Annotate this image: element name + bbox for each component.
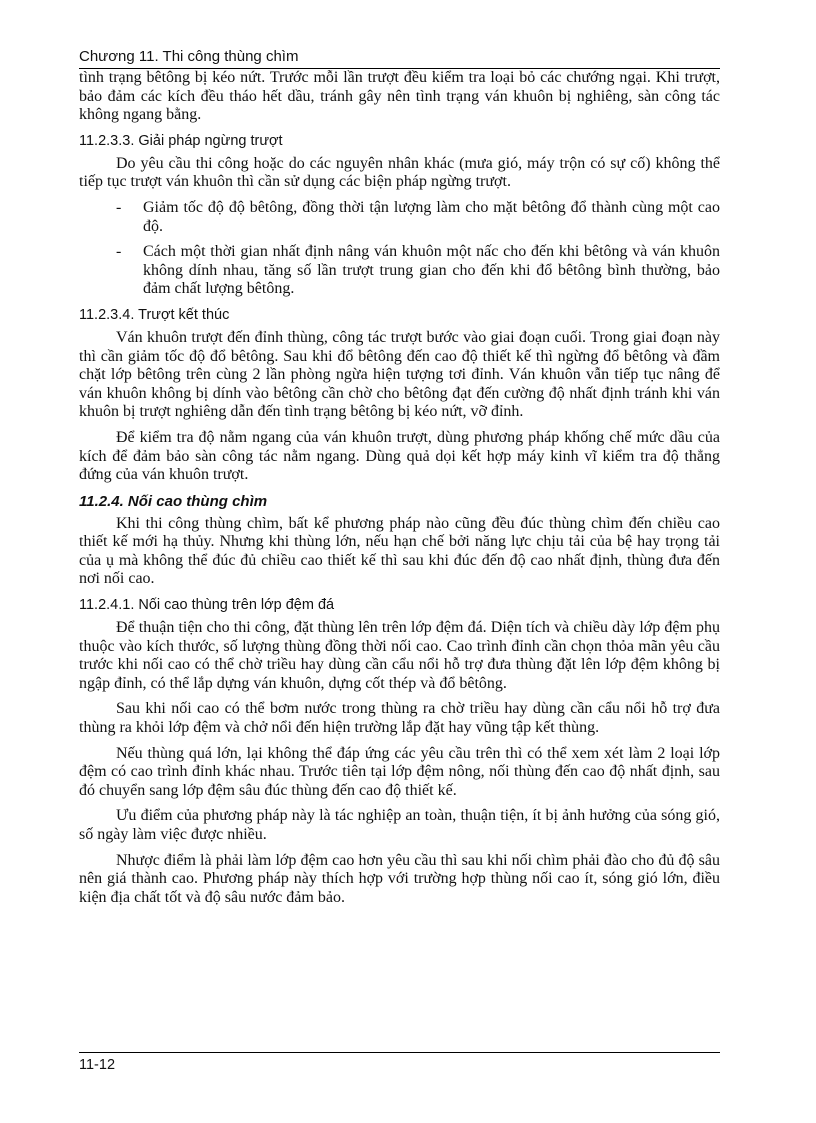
bullet-list [79, 199, 720, 299]
page-footer [79, 1052, 720, 1074]
section-heading-11-2-3-4: 11.2.3.4. Trượt kết thúc [79, 306, 230, 323]
paragraph-advantages: Ưu điểm của phương pháp này là tác nghiệp an toàn, thuận tiện, ít bị ảnh hưởng của sóng gió, số ngày làm việc được nhiều. [79, 807, 720, 843]
paragraph-intro: tình trạng bêtông bị kéo nứt. Trước mỗi lần trượt đều kiểm tra loại bỏ các chướng ngại. Khi trượt, bảo đảm các kích đều tháo hết dầu, tránh gây nên tình trạng ván khuôn bị nghiêng, sàn công tác không ngang bằng. [79, 69, 720, 124]
paragraph-raising-caisson: Khi thi công thùng chìm, bất kể phương pháp nào cũng đều đúc thùng chìm đến chiều cao thiết kế mới hạ thủy. Nhưng khi thùng lớn, nếu hạn chế bởi năng lực chịu tải của bệ hay trọng tải của ụ mà không thể đúc đủ chiều cao thiết kế thì sau khi đúc đến độ cao nhất định, thùng đưa đến nơi nối cao. [79, 514, 720, 588]
paragraph-stone-bed-2: Sau khi nối cao có thể bơm nước trong thùng ra chờ triều hay dùng cần cẩu nổi hỗ trợ đưa thùng ra khỏi lớp đệm và chở nổi đến hiện trường lắp đặt hay vũng tập kết thùng. [79, 700, 720, 737]
paragraph-stop-sliding: Do yêu cầu thi công hoặc do các nguyên nhân khác (mưa gió, máy trộn có sự cố) không thể tiếp tục trượt ván khuôn thì cần sử dụng các biện pháp ngừng trượt. [79, 154, 720, 191]
section-heading-11-2-4-1: 11.2.4.1. Nối cao thùng trên lớp đệm đá [79, 597, 335, 614]
bullet-text: Cách một thời gian nhất định nâng ván khuôn một nấc cho đến khi bêtông và ván khuôn không dính nhau, tăng số lần trượt trung gian cho đến khi đổ bêtông bình thường, bảo đảm chất lượng bêtông. [143, 243, 720, 298]
paragraph-disadvantages: Nhược điểm là phải làm lớp đệm cao hơn yêu cầu thì sau khi nối chìm phải đào cho đủ độ sâu nên giá thành cao. Phương pháp này thích hợp với trường hợp thùng nối cao ít, sóng gió lớn, điều kiện địa chất tốt và độ sâu nước đảm bảo. [79, 851, 720, 906]
page-number: 11-12 [79, 1057, 116, 1073]
bullet-text: Giảm tốc độ độ bêtông, đồng thời tận lượng làm cho mặt bêtông đổ thành cùng một cao độ. [143, 198, 720, 235]
list-item [79, 199, 720, 236]
chapter-title: Chương 11. Thi công thùng chìm [79, 48, 299, 65]
list-item [79, 243, 720, 299]
paragraph-end-sliding-2: Để kiểm tra độ nằm ngang của ván khuôn trượt, dùng phương pháp khống chế mức dầu của kích để đảm bảo sàn công tác nằm ngang. Dùng quả dọi kết hợp máy kinh vĩ kiểm tra độ thẳng đứng của ván khuôn trượt. [79, 428, 720, 484]
section-heading-11-2-3-3: 11.2.3.3. Giải pháp ngừng trượt [79, 132, 283, 149]
paragraph-stone-bed-3: Nếu thùng quá lớn, lại không thể đáp ứng các yêu cầu trên thì có thể xem xét làm 2 loại lớp đệm có cao trình đỉnh khác nhau. Trước tiên tại lớp đệm nông, nối thùng đến cao độ nhất định, sau đó chuyển sang lớp đệm sâu đúc thùng đến cao độ thiết kế. [79, 744, 720, 799]
section-heading-11-2-4: 11.2.4. Nối cao thùng chìm [79, 492, 268, 510]
paragraph-end-sliding-1: Ván khuôn trượt đến đỉnh thùng, công tác trượt bước vào giai đoạn cuối. Trong giai đoạn này thì cần giảm tốc độ đổ bêtông. Sau khi đổ bêtông đến cao độ thiết kế thì ngừng đổ bêtông và đầm chặt lớp bêtông trên cùng 2 lần phòng ngừa hiện tượng tơi đỉnh. Ván khuôn vẫn tiếp tục nâng để ván khuôn không bị dính vào bêtông cần chờ cho bêtông đạt đến cường độ nhất định tránh khi ván khuôn bị trượt nghiêng dẫn đến tình trạng bêtông bị kéo nứt, vỡ đỉnh. [79, 328, 720, 421]
paragraph-stone-bed-1: Để thuận tiện cho thi công, đặt thùng lên trên lớp đệm đá. Diện tích và chiều dày lớp đệm phụ thuộc vào kích thước, số lượng thùng đồng thời nối cao. Cao trình đỉnh cần chọn thỏa mãn yêu cầu trước khi nối cao có thể chờ triều hay dùng cần cẩu nổi hỗ trợ đưa thùng đặt lên lớp đệm không bị ngập đỉnh, có thể lắp dựng ván khuôn, dựng cốt thép và đổ bêtông. [79, 619, 720, 692]
page-body [79, 69, 720, 914]
page-header [79, 47, 720, 69]
bullet-dash: - [116, 243, 122, 261]
bullet-dash: - [116, 198, 122, 216]
